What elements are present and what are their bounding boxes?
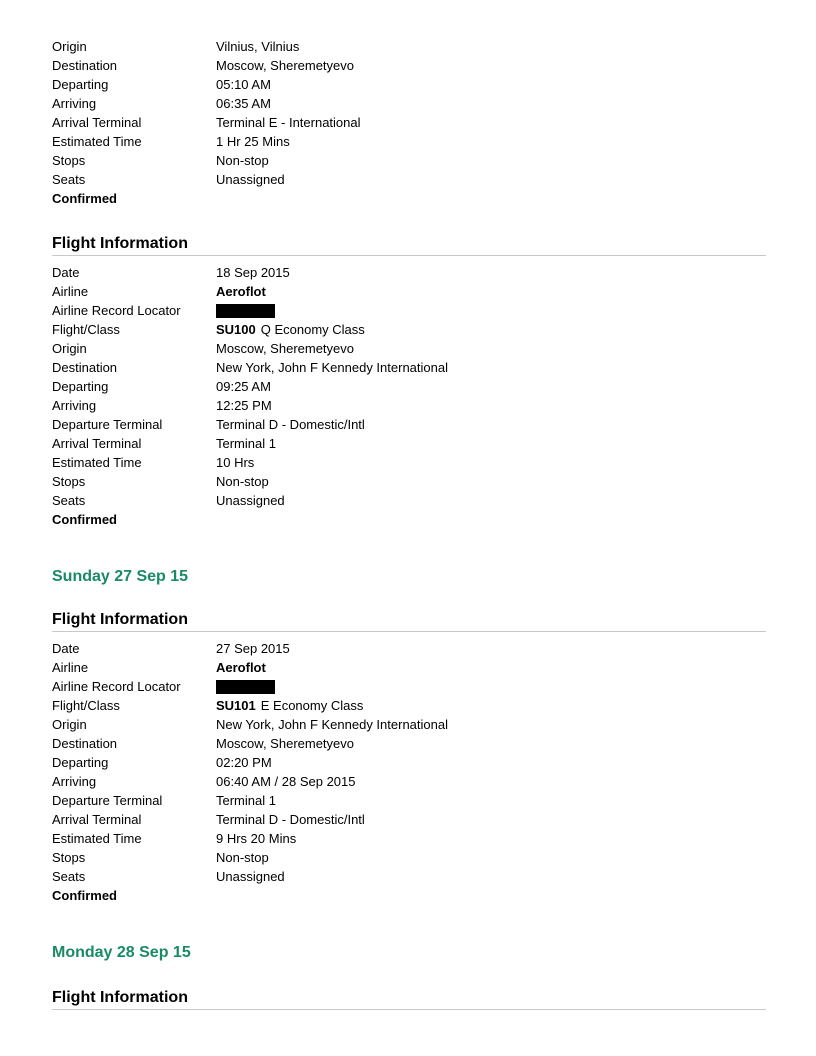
seats-label: Seats [52, 493, 86, 508]
destination-value: Moscow, Sheremetyevo [216, 58, 355, 73]
departing-label: Departing [52, 77, 109, 92]
stops-value: Non-stop [216, 474, 269, 489]
record-locator-label: Airline Record Locator [52, 303, 181, 318]
seats-value: Unassigned [216, 172, 285, 187]
arrival-terminal-value: Terminal D - Domestic/Intl [216, 812, 365, 827]
airline-value: Aeroflot [216, 284, 266, 299]
flight-class-value [216, 696, 363, 715]
origin-value: Vilnius, Vilnius [216, 39, 300, 54]
arriving-label: Arriving [52, 96, 97, 111]
stops-value: Non-stop [216, 850, 269, 865]
stops-value: Non-stop [216, 153, 269, 168]
seats-value: Unassigned [216, 869, 285, 884]
status-confirmed: Confirmed [52, 512, 117, 527]
airline-value: Aeroflot [216, 660, 266, 675]
destination-label: Destination [52, 736, 118, 751]
arriving-value: 06:40 AM / 28 Sep 2015 [216, 774, 356, 789]
arriving-value: 12:25 PM [216, 398, 272, 413]
flight-segment-su100 [52, 234, 766, 529]
estimated-time-value: 10 Hrs [216, 455, 255, 470]
arriving-label: Arriving [52, 398, 97, 413]
flight-number: SU100 [216, 322, 256, 337]
arriving-label: Arriving [52, 774, 97, 789]
stops-label: Stops [52, 153, 86, 168]
detail-row [52, 639, 766, 658]
record-locator-value [216, 301, 275, 320]
status-confirmed: Confirmed [52, 888, 117, 903]
departing-value: 05:10 AM [216, 77, 271, 92]
estimated-time-label: Estimated Time [52, 831, 142, 846]
day-heading: Monday 28 Sep 15 [52, 944, 191, 961]
redaction-box [216, 680, 275, 694]
arrival-terminal-label: Arrival Terminal [52, 436, 142, 451]
redaction-box [216, 304, 275, 318]
detail-row [52, 415, 766, 434]
destination-label: Destination [52, 360, 118, 375]
date-label: Date [52, 641, 80, 656]
detail-row [52, 848, 766, 867]
detail-row [52, 37, 766, 56]
departure-terminal-label: Departure Terminal [52, 793, 163, 808]
section-heading: Flight Information [52, 610, 766, 632]
section-heading: Flight Information [52, 988, 766, 1010]
departure-terminal-value: Terminal D - Domestic/Intl [216, 417, 365, 432]
detail-row [52, 434, 766, 453]
detail-row [52, 132, 766, 151]
estimated-time-value: 9 Hrs 20 Mins [216, 831, 297, 846]
detail-row [52, 734, 766, 753]
detail-row [52, 94, 766, 113]
airline-label: Airline [52, 284, 89, 299]
section-heading: Flight Information [52, 234, 766, 256]
date-label: Date [52, 265, 80, 280]
flight-segment-next [52, 988, 766, 1010]
arriving-value: 06:35 AM [216, 96, 271, 111]
detail-row [52, 810, 766, 829]
departure-terminal-label: Departure Terminal [52, 417, 163, 432]
departing-value: 09:25 AM [216, 379, 271, 394]
departing-value: 02:20 PM [216, 755, 272, 770]
detail-row [52, 867, 766, 886]
estimated-time-label: Estimated Time [52, 134, 142, 149]
detail-row [52, 829, 766, 848]
flight-class-value [216, 320, 365, 339]
detail-row [52, 151, 766, 170]
itinerary-page [52, 37, 766, 1017]
fare-class: Q Economy Class [260, 322, 365, 337]
detail-row [52, 658, 766, 677]
origin-value: Moscow, Sheremetyevo [216, 341, 355, 356]
flight-segment-top [52, 37, 766, 208]
detail-row [52, 696, 766, 715]
departure-terminal-value: Terminal 1 [216, 793, 276, 808]
detail-row [52, 320, 766, 339]
detail-row [52, 377, 766, 396]
detail-row [52, 677, 766, 696]
origin-label: Origin [52, 341, 87, 356]
origin-value: New York, John F Kennedy International [216, 717, 448, 732]
departing-label: Departing [52, 755, 109, 770]
stops-label: Stops [52, 850, 86, 865]
record-locator-label: Airline Record Locator [52, 679, 181, 694]
origin-label: Origin [52, 717, 87, 732]
detail-row [52, 170, 766, 189]
airline-label: Airline [52, 660, 89, 675]
date-value: 27 Sep 2015 [216, 641, 290, 656]
detail-row [52, 715, 766, 734]
day-heading: Sunday 27 Sep 15 [52, 568, 189, 585]
destination-value: Moscow, Sheremetyevo [216, 736, 355, 751]
destination-label: Destination [52, 58, 118, 73]
detail-row [52, 282, 766, 301]
status-confirmed: Confirmed [52, 191, 117, 206]
estimated-time-value: 1 Hr 25 Mins [216, 134, 290, 149]
detail-row [52, 472, 766, 491]
flight-number: SU101 [216, 698, 256, 713]
origin-label: Origin [52, 39, 87, 54]
arrival-terminal-value: Terminal E - International [216, 115, 361, 130]
detail-row [52, 113, 766, 132]
departing-label: Departing [52, 379, 109, 394]
arrival-terminal-value: Terminal 1 [216, 436, 276, 451]
arrival-terminal-label: Arrival Terminal [52, 115, 142, 130]
flight-class-label: Flight/Class [52, 698, 120, 713]
detail-row [52, 453, 766, 472]
detail-row [52, 753, 766, 772]
detail-row [52, 339, 766, 358]
flight-class-label: Flight/Class [52, 322, 120, 337]
estimated-time-label: Estimated Time [52, 455, 142, 470]
detail-row [52, 772, 766, 791]
detail-row [52, 491, 766, 510]
detail-row [52, 358, 766, 377]
seats-value: Unassigned [216, 493, 285, 508]
detail-row [52, 263, 766, 282]
fare-class: E Economy Class [260, 698, 364, 713]
record-locator-value [216, 677, 275, 696]
detail-row [52, 75, 766, 94]
seats-label: Seats [52, 869, 86, 884]
detail-row [52, 396, 766, 415]
flight-segment-su101 [52, 610, 766, 905]
seats-label: Seats [52, 172, 86, 187]
detail-row [52, 56, 766, 75]
detail-row [52, 791, 766, 810]
destination-value: New York, John F Kennedy International [216, 360, 448, 375]
arrival-terminal-label: Arrival Terminal [52, 812, 142, 827]
date-value: 18 Sep 2015 [216, 265, 290, 280]
stops-label: Stops [52, 474, 86, 489]
detail-row [52, 301, 766, 320]
